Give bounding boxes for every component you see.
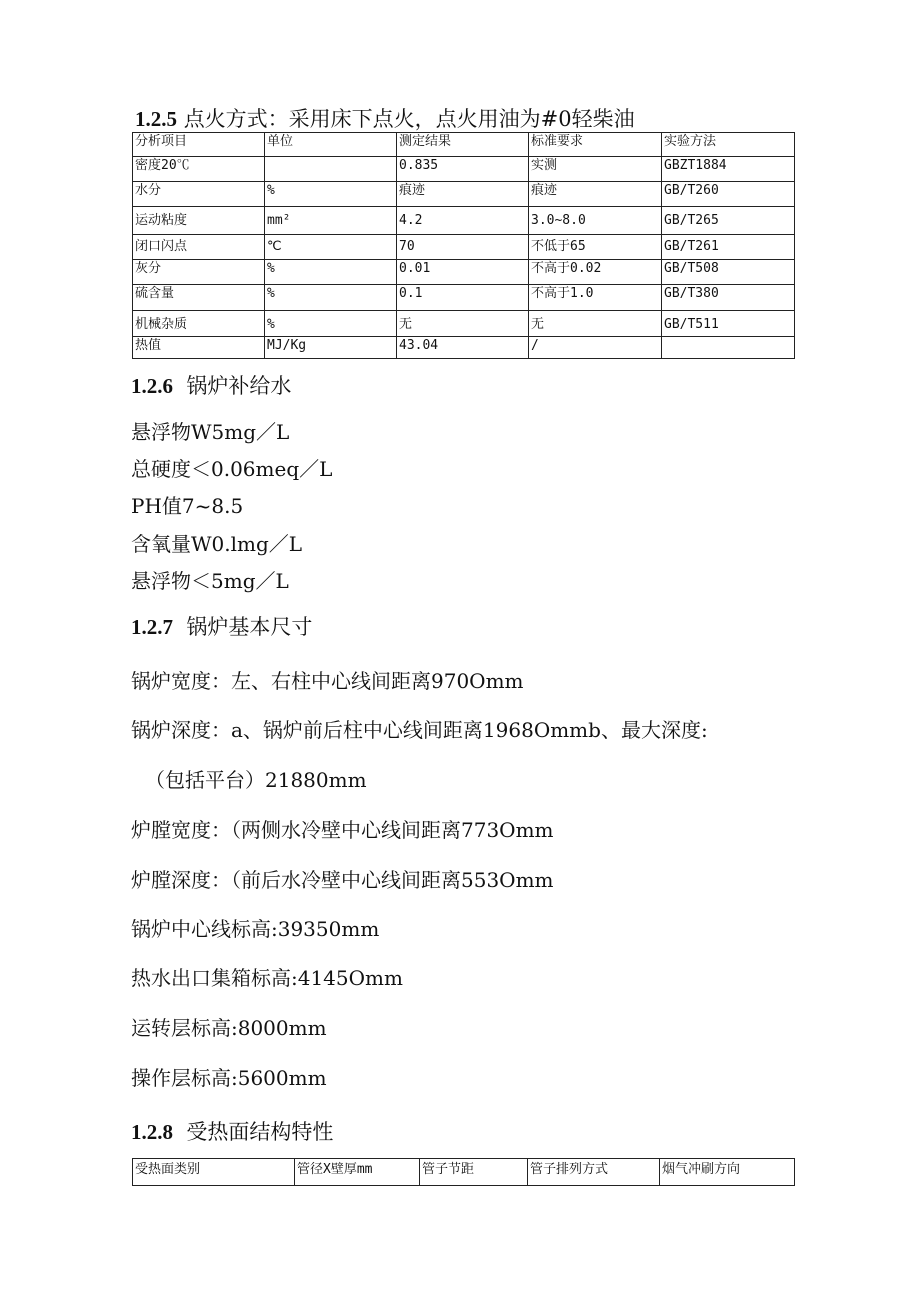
dimension-line: 炉膛深度：（前后水冷壁中心线间距离553Omm <box>131 868 554 892</box>
feedwater-line: 悬浮物＜5mg／L <box>131 569 289 593</box>
table-cell: MJ/Kg <box>265 337 397 359</box>
section-heading-1-2-8 <box>131 1116 333 1146</box>
feedwater-line: 悬浮物W5mg／L <box>131 420 290 444</box>
section-number: 1.2.7 <box>131 615 173 639</box>
dimension-line: 锅炉宽度：左、右柱中心线间距离970Omm <box>131 669 524 693</box>
section-title: 点火方式：采用床下点火，点火用油为#0轻柴油 <box>183 107 635 131</box>
table-cell: 痕迹 <box>529 182 662 207</box>
table-cell: 实测 <box>529 157 662 182</box>
table-cell: 43.04 <box>397 337 529 359</box>
feedwater-line: 含氧量W0.lmg／L <box>131 532 303 556</box>
table-cell: 0.1 <box>397 285 529 311</box>
header-cell: 实验方法 <box>662 133 795 157</box>
table-cell: % <box>265 182 397 207</box>
table-cell <box>662 337 795 359</box>
header-cell: 管径X壁厚mm <box>295 1159 420 1186</box>
table-row <box>133 337 795 359</box>
section-heading-1-2-7 <box>131 611 312 641</box>
section-title: 锅炉补给水 <box>186 374 292 398</box>
section-heading-1-2-6 <box>131 370 291 400</box>
header-cell: 标准要求 <box>529 133 662 157</box>
table-row <box>133 285 795 311</box>
table-cell: 无 <box>529 311 662 337</box>
table-header-row <box>133 133 795 157</box>
dimension-line: （包括平台）21880mm <box>145 768 367 792</box>
table-cell: GB/T508 <box>662 260 795 285</box>
table-cell: 0.01 <box>397 260 529 285</box>
table-row <box>133 207 795 235</box>
table-row <box>133 311 795 337</box>
table-cell: 运动粘度 <box>133 207 265 235</box>
table-cell: 无 <box>397 311 529 337</box>
table-row <box>133 157 795 182</box>
header-cell: 烟气冲刷方向 <box>660 1159 795 1186</box>
section-number: 1.2.6 <box>131 374 173 398</box>
header-cell: 测定结果 <box>397 133 529 157</box>
table-row <box>133 235 795 260</box>
header-cell: 管子排列方式 <box>528 1159 660 1186</box>
fuel-oil-analysis-table <box>132 132 795 359</box>
section-title: 受热面结构特性 <box>186 1120 334 1144</box>
table-cell <box>265 157 397 182</box>
table-cell: % <box>265 285 397 311</box>
header-cell: 单位 <box>265 133 397 157</box>
header-cell: 分析项目 <box>133 133 265 157</box>
table-cell: GB/T261 <box>662 235 795 260</box>
feedwater-line: 总硬度＜0.06meq／L <box>131 457 333 481</box>
dimension-line: 操作层标高:5600mm <box>131 1066 327 1090</box>
table-cell: 不高于1.0 <box>529 285 662 311</box>
table-cell: GB/T380 <box>662 285 795 311</box>
table-cell: 密度20℃ <box>133 157 265 182</box>
table-cell: GBZT1884 <box>662 157 795 182</box>
table-cell: GB/T260 <box>662 182 795 207</box>
table-cell: 灰分 <box>133 260 265 285</box>
dimension-line: 热水出口集箱标高:4145Omm <box>131 966 403 990</box>
table-cell: 4.2 <box>397 207 529 235</box>
header-cell: 受热面类别 <box>133 1159 295 1186</box>
table-cell: 不低于65 <box>529 235 662 260</box>
table-cell: 70 <box>397 235 529 260</box>
heating-surface-table <box>132 1158 795 1186</box>
table-header-row <box>133 1159 795 1186</box>
section-number: 1.2.5 <box>135 107 177 131</box>
section-number: 1.2.8 <box>131 1120 173 1144</box>
table-cell: 机械杂质 <box>133 311 265 337</box>
table-cell: GB/T511 <box>662 311 795 337</box>
dimension-line: 炉膛宽度：（两侧水冷壁中心线间距离773Omm <box>131 818 554 842</box>
table-cell: ℃ <box>265 235 397 260</box>
table-cell: % <box>265 311 397 337</box>
dimension-line: 运转层标高:8000mm <box>131 1016 327 1040</box>
section-title: 锅炉基本尺寸 <box>186 615 313 639</box>
dimension-line: 锅炉中心线标高:39350mm <box>131 917 380 941</box>
table-row <box>133 260 795 285</box>
table-row <box>133 182 795 207</box>
table-cell: / <box>529 337 662 359</box>
table-cell: % <box>265 260 397 285</box>
table-cell: 硫含量 <box>133 285 265 311</box>
table-cell: 闭口闪点 <box>133 235 265 260</box>
table-cell: GB/T265 <box>662 207 795 235</box>
dimension-line: 锅炉深度：a、锅炉前后柱中心线间距离1968Ommb、最大深度: <box>131 718 708 742</box>
table-cell: 痕迹 <box>397 182 529 207</box>
table-cell: 不高于0.02 <box>529 260 662 285</box>
table-cell: mm² <box>265 207 397 235</box>
feedwater-line: PH值7~8.5 <box>131 494 244 518</box>
table-cell: 水分 <box>133 182 265 207</box>
header-cell: 管子节距 <box>420 1159 528 1186</box>
table-cell: 0.835 <box>397 157 529 182</box>
table-cell: 热值 <box>133 337 265 359</box>
section-heading-1-2-5 <box>135 103 635 133</box>
table-cell: 3.0~8.0 <box>529 207 662 235</box>
